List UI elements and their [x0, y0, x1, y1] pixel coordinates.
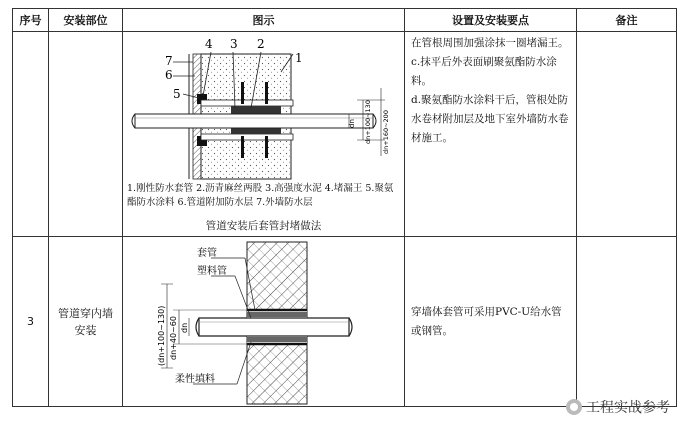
inner-wall-pipe-diagram: [123, 238, 405, 406]
point-item: 在管根周围加强涂抹一圈堵漏王。: [411, 37, 569, 49]
figure-legend: 1.刚性防水套管 2.沥青麻丝两股 3.高强度水泥 4.堵漏王 5.聚氨酯防水涂料 6.管道附加防水层 7.外墙防水层: [127, 183, 394, 208]
pipe: [135, 114, 373, 128]
plastic-pipe: [199, 318, 349, 336]
dim-outer: (dn+100~130): [157, 305, 166, 366]
point-item: d.聚氨酯防水涂料干后，管根处防水卷材附加层及地下室外墙防水卷材施工。: [411, 94, 569, 144]
watermark: [566, 397, 670, 417]
table-row: [13, 32, 677, 237]
header-no: 序号: [13, 9, 49, 32]
spec-table: [12, 8, 677, 407]
label-5: 5: [173, 87, 181, 101]
label-6: 6: [165, 68, 173, 82]
row2-location: 管道穿内墙安装: [49, 237, 123, 407]
dim-sleeve-outer: dn+160~200: [382, 110, 390, 154]
row1-remarks: [577, 32, 677, 237]
label-2: 2: [257, 37, 265, 51]
header-figure: 图示: [123, 9, 405, 32]
dim-inner: dn+40~60: [169, 315, 178, 360]
sleeve-seal-diagram: [123, 32, 405, 182]
row1-figure-cell: [123, 32, 405, 237]
label-3: 3: [230, 37, 238, 51]
rigid-sleeve: [201, 100, 293, 106]
row2-no: 3: [13, 237, 49, 407]
dim-dn: dn: [348, 119, 356, 128]
header-points: 设置及安装要点: [405, 9, 577, 32]
dim-sleeve-inner: dn+100~130: [364, 100, 372, 144]
header-row: [13, 9, 677, 32]
label-4: 4: [205, 37, 213, 51]
header-remarks: 备注: [577, 9, 677, 32]
row2-figure-cell: [123, 237, 405, 407]
label-flexible-filler: 柔性填料: [175, 373, 215, 385]
row2-remarks: [577, 237, 677, 407]
watermark-text: 工程实战参考: [586, 400, 670, 416]
header-location: 安装部位: [49, 9, 123, 32]
label-7: 7: [165, 54, 173, 68]
label-sleeve: 套管: [197, 247, 217, 259]
row2-points: 穿墙体套管可采用PVC-U给水管或钢管。: [405, 237, 577, 407]
row1-no: [13, 32, 49, 237]
label-1: 1: [295, 51, 303, 65]
label-plastic-pipe: 塑料管: [197, 265, 227, 277]
table-row: [13, 237, 677, 407]
wechat-logo-icon: [566, 399, 582, 415]
row1-location: [49, 32, 123, 237]
figure-title: 管道安装后套管封堵做法: [205, 220, 322, 232]
dim-dn: dn: [180, 322, 189, 333]
point-item: c.抹平后外表面刷聚氨酯防水涂料。: [411, 56, 557, 87]
row1-points: [405, 32, 577, 237]
